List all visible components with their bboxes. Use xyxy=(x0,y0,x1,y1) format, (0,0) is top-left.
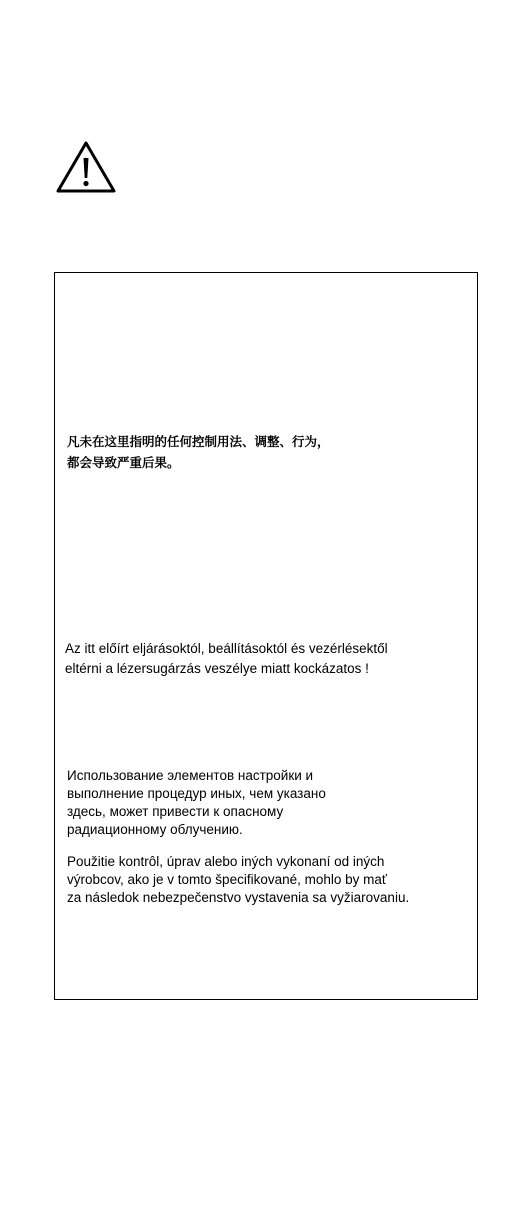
notice-chinese: 凡未在这里指明的任何控制用法、调整、行为， 都会导致严重后果。 xyxy=(67,434,330,470)
notice-slovak: Použitie kontrôl, úprav alebo iných vykonaní od iných výrobcov, ako je v tomto špecifikované, mohlo by mať za následok nebezpečenstvo vystavenia sa vyžiarovaniu. xyxy=(67,854,410,905)
notice-hungarian: Az itt előírt eljárásoktól, beállításoktól és vezérlésektől eltérni a lézersugárzás veszélye miatt kockázatos ! xyxy=(65,641,388,676)
notice-russian: Использование элементов настройки и выполнение процедур иных, чем указано здесь, может привести к опасному радиационному облучению. xyxy=(67,768,326,837)
safety-notice-box xyxy=(54,272,478,1000)
warning-triangle-icon xyxy=(55,140,117,194)
